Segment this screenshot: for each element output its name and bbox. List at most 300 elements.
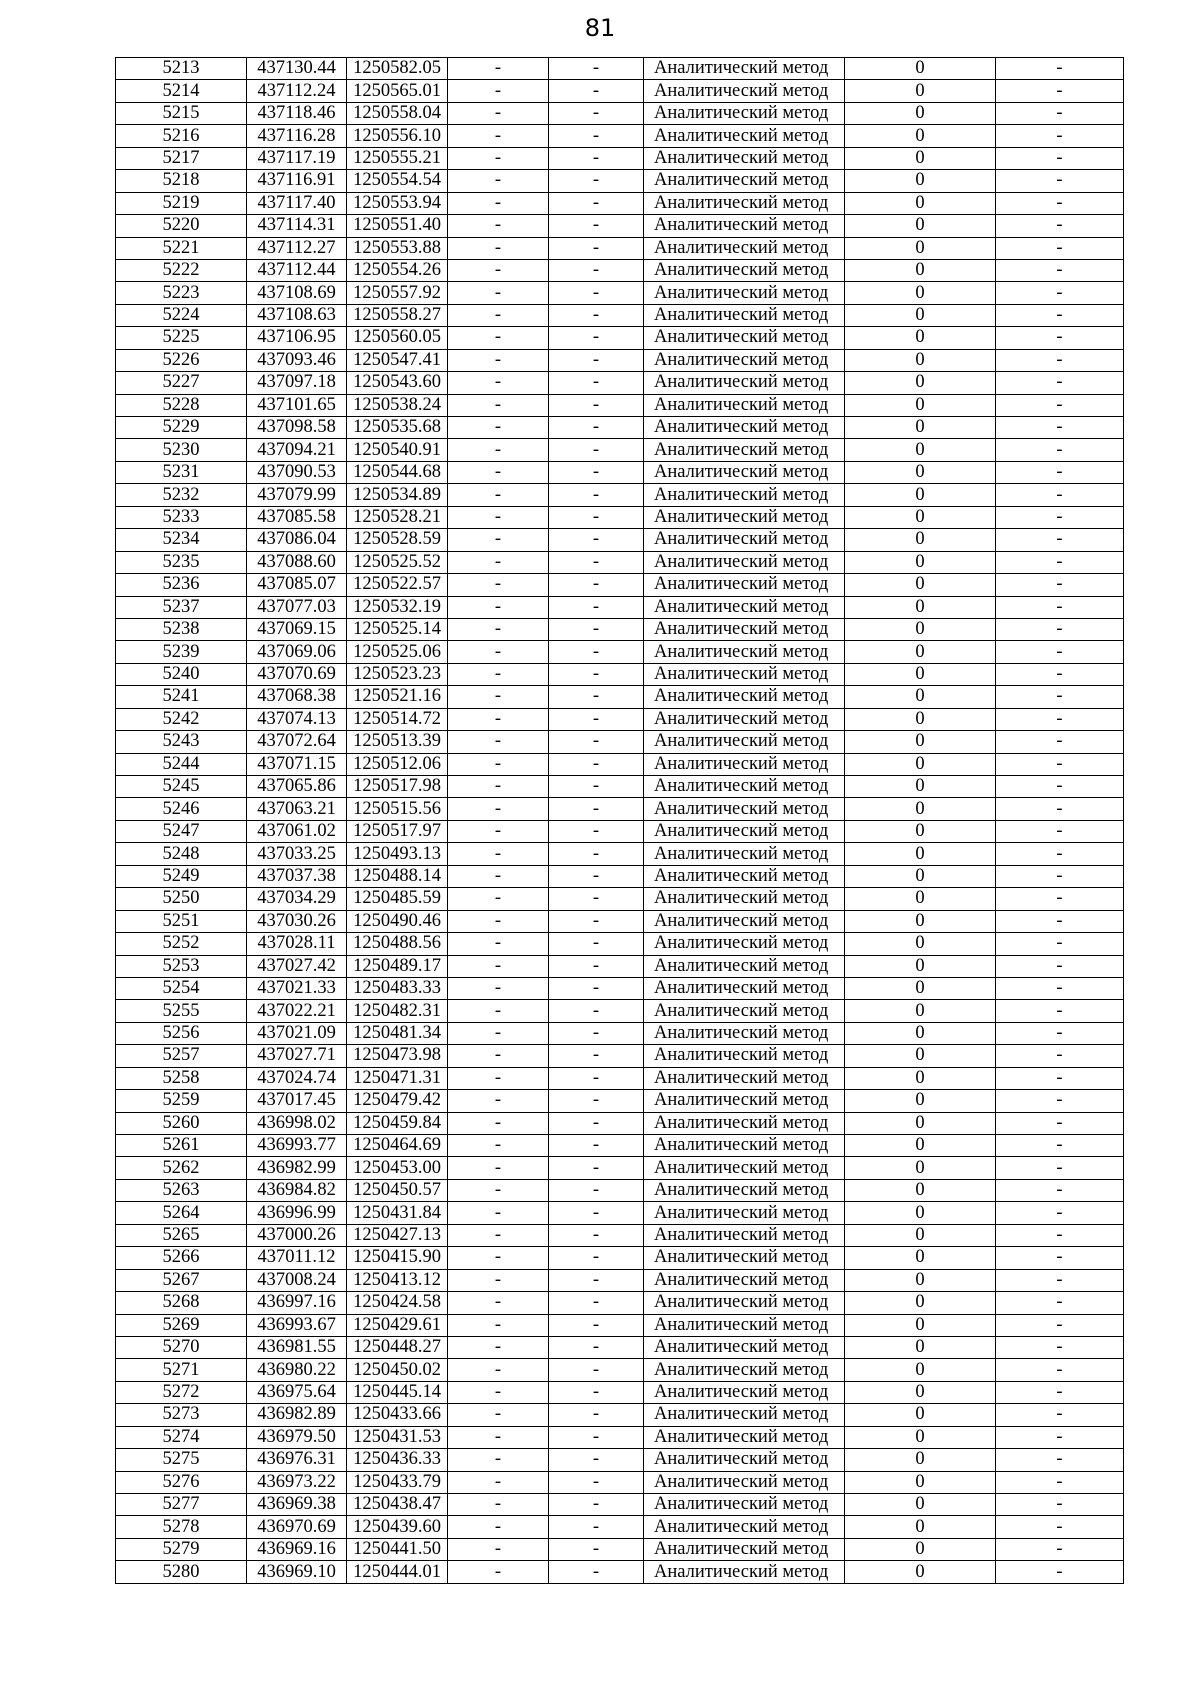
table-row	[116, 80, 1124, 102]
col5-cell: -	[549, 798, 644, 820]
y-coordinate-cell: 1250431.84	[347, 1202, 448, 1224]
col8-cell: -	[996, 708, 1124, 730]
method-cell: Аналитический метод	[644, 58, 845, 80]
error-cell: 0	[845, 529, 996, 551]
error-cell: 0	[845, 1247, 996, 1269]
col5-cell: -	[549, 125, 644, 147]
col4-cell: -	[448, 529, 549, 551]
y-coordinate-cell: 1250431.53	[347, 1426, 448, 1448]
point-number-cell: 5233	[116, 506, 247, 528]
col8-cell: -	[996, 1359, 1124, 1381]
y-coordinate-cell: 1250427.13	[347, 1224, 448, 1246]
col5-cell: -	[549, 1336, 644, 1358]
table-row	[116, 1157, 1124, 1179]
y-coordinate-cell: 1250532.19	[347, 596, 448, 618]
col8-cell: -	[996, 641, 1124, 663]
col8-cell: -	[996, 955, 1124, 977]
col8-cell: -	[996, 1471, 1124, 1493]
col8-cell: -	[996, 1336, 1124, 1358]
col8-cell: -	[996, 1224, 1124, 1246]
y-coordinate-cell: 1250525.14	[347, 618, 448, 640]
table-row	[116, 955, 1124, 977]
y-coordinate-cell: 1250540.91	[347, 439, 448, 461]
col4-cell: -	[448, 776, 549, 798]
y-coordinate-cell: 1250439.60	[347, 1516, 448, 1538]
method-cell: Аналитический метод	[644, 663, 845, 685]
error-cell: 0	[845, 686, 996, 708]
method-cell: Аналитический метод	[644, 1224, 845, 1246]
method-cell: Аналитический метод	[644, 888, 845, 910]
method-cell: Аналитический метод	[644, 1449, 845, 1471]
col8-cell: -	[996, 977, 1124, 999]
col5-cell: -	[549, 58, 644, 80]
col8-cell: -	[996, 910, 1124, 932]
x-coordinate-cell: 437022.21	[247, 1000, 347, 1022]
error-cell: 0	[845, 484, 996, 506]
x-coordinate-cell: 436993.77	[247, 1135, 347, 1157]
point-number-cell: 5260	[116, 1112, 247, 1134]
error-cell: 0	[845, 304, 996, 326]
col5-cell: -	[549, 1067, 644, 1089]
col8-cell: -	[996, 170, 1124, 192]
y-coordinate-cell: 1250543.60	[347, 372, 448, 394]
col5-cell: -	[549, 1045, 644, 1067]
col4-cell: -	[448, 1202, 549, 1224]
method-cell: Аналитический метод	[644, 1336, 845, 1358]
page-number: 81	[584, 14, 616, 42]
error-cell: 0	[845, 888, 996, 910]
x-coordinate-cell: 437061.02	[247, 820, 347, 842]
table-row	[116, 58, 1124, 80]
col5-cell: -	[549, 1516, 644, 1538]
method-cell: Аналитический метод	[644, 237, 845, 259]
col5-cell: -	[549, 461, 644, 483]
y-coordinate-cell: 1250424.58	[347, 1292, 448, 1314]
x-coordinate-cell: 437098.58	[247, 417, 347, 439]
y-coordinate-cell: 1250481.34	[347, 1022, 448, 1044]
col8-cell: -	[996, 147, 1124, 169]
error-cell: 0	[845, 933, 996, 955]
table-row	[116, 843, 1124, 865]
x-coordinate-cell: 436969.10	[247, 1561, 347, 1583]
method-cell: Аналитический метод	[644, 1292, 845, 1314]
col4-cell: -	[448, 1404, 549, 1426]
y-coordinate-cell: 1250582.05	[347, 58, 448, 80]
point-number-cell: 5231	[116, 461, 247, 483]
error-cell: 0	[845, 394, 996, 416]
table-row	[116, 1494, 1124, 1516]
col8-cell: -	[996, 686, 1124, 708]
col8-cell: -	[996, 753, 1124, 775]
method-cell: Аналитический метод	[644, 1202, 845, 1224]
error-cell: 0	[845, 80, 996, 102]
col5-cell: -	[549, 506, 644, 528]
col4-cell: -	[448, 1135, 549, 1157]
y-coordinate-cell: 1250514.72	[347, 708, 448, 730]
y-coordinate-cell: 1250448.27	[347, 1336, 448, 1358]
col4-cell: -	[448, 708, 549, 730]
col8-cell: -	[996, 259, 1124, 281]
table-row	[116, 798, 1124, 820]
x-coordinate-cell: 437011.12	[247, 1247, 347, 1269]
point-number-cell: 5250	[116, 888, 247, 910]
table-row	[116, 506, 1124, 528]
table-row	[116, 1449, 1124, 1471]
method-cell: Аналитический метод	[644, 977, 845, 999]
y-coordinate-cell: 1250525.06	[347, 641, 448, 663]
col8-cell: -	[996, 1157, 1124, 1179]
col4-cell: -	[448, 439, 549, 461]
col4-cell: -	[448, 1494, 549, 1516]
point-number-cell: 5246	[116, 798, 247, 820]
point-number-cell: 5275	[116, 1449, 247, 1471]
col5-cell: -	[549, 439, 644, 461]
col4-cell: -	[448, 1269, 549, 1291]
point-number-cell: 5254	[116, 977, 247, 999]
col8-cell: -	[996, 1269, 1124, 1291]
method-cell: Аналитический метод	[644, 192, 845, 214]
col5-cell: -	[549, 1314, 644, 1336]
x-coordinate-cell: 437093.46	[247, 349, 347, 371]
col5-cell: -	[549, 820, 644, 842]
col4-cell: -	[448, 933, 549, 955]
table-row	[116, 170, 1124, 192]
point-number-cell: 5245	[116, 776, 247, 798]
x-coordinate-cell: 436981.55	[247, 1336, 347, 1358]
col5-cell: -	[549, 910, 644, 932]
point-number-cell: 5252	[116, 933, 247, 955]
error-cell: 0	[845, 1112, 996, 1134]
col5-cell: -	[549, 394, 644, 416]
method-cell: Аналитический метод	[644, 798, 845, 820]
y-coordinate-cell: 1250512.06	[347, 753, 448, 775]
col8-cell: -	[996, 1067, 1124, 1089]
table-row	[116, 1269, 1124, 1291]
y-coordinate-cell: 1250479.42	[347, 1090, 448, 1112]
col4-cell: -	[448, 1426, 549, 1448]
method-cell: Аналитический метод	[644, 1157, 845, 1179]
col8-cell: -	[996, 506, 1124, 528]
col8-cell: -	[996, 461, 1124, 483]
col4-cell: -	[448, 820, 549, 842]
col4-cell: -	[448, 641, 549, 663]
y-coordinate-cell: 1250450.57	[347, 1179, 448, 1201]
point-number-cell: 5237	[116, 596, 247, 618]
x-coordinate-cell: 436975.64	[247, 1381, 347, 1403]
method-cell: Аналитический метод	[644, 529, 845, 551]
col8-cell: -	[996, 1404, 1124, 1426]
table-row	[116, 551, 1124, 573]
method-cell: Аналитический метод	[644, 372, 845, 394]
method-cell: Аналитический метод	[644, 417, 845, 439]
col4-cell: -	[448, 259, 549, 281]
error-cell: 0	[845, 1090, 996, 1112]
col4-cell: -	[448, 417, 549, 439]
col4-cell: -	[448, 372, 549, 394]
table-row	[116, 304, 1124, 326]
y-coordinate-cell: 1250445.14	[347, 1381, 448, 1403]
col5-cell: -	[549, 170, 644, 192]
x-coordinate-cell: 437097.18	[247, 372, 347, 394]
x-coordinate-cell: 437116.28	[247, 125, 347, 147]
method-cell: Аналитический метод	[644, 1179, 845, 1201]
error-cell: 0	[845, 1067, 996, 1089]
col8-cell: -	[996, 372, 1124, 394]
method-cell: Аналитический метод	[644, 1269, 845, 1291]
point-number-cell: 5230	[116, 439, 247, 461]
x-coordinate-cell: 437079.99	[247, 484, 347, 506]
col8-cell: -	[996, 663, 1124, 685]
col8-cell: -	[996, 596, 1124, 618]
point-number-cell: 5228	[116, 394, 247, 416]
method-cell: Аналитический метод	[644, 259, 845, 281]
point-number-cell: 5256	[116, 1022, 247, 1044]
col5-cell: -	[549, 1202, 644, 1224]
x-coordinate-cell: 437117.19	[247, 147, 347, 169]
col8-cell: -	[996, 731, 1124, 753]
col4-cell: -	[448, 394, 549, 416]
point-number-cell: 5248	[116, 843, 247, 865]
x-coordinate-cell: 437030.26	[247, 910, 347, 932]
col5-cell: -	[549, 708, 644, 730]
col4-cell: -	[448, 731, 549, 753]
error-cell: 0	[845, 1314, 996, 1336]
error-cell: 0	[845, 776, 996, 798]
error-cell: 0	[845, 574, 996, 596]
table-row	[116, 1247, 1124, 1269]
error-cell: 0	[845, 955, 996, 977]
col5-cell: -	[549, 259, 644, 281]
error-cell: 0	[845, 1426, 996, 1448]
y-coordinate-cell: 1250551.40	[347, 215, 448, 237]
col5-cell: -	[549, 865, 644, 887]
method-cell: Аналитический метод	[644, 865, 845, 887]
coordinates-table	[115, 57, 1124, 1584]
error-cell: 0	[845, 820, 996, 842]
error-cell: 0	[845, 753, 996, 775]
col4-cell: -	[448, 1179, 549, 1201]
x-coordinate-cell: 436973.22	[247, 1471, 347, 1493]
y-coordinate-cell: 1250528.21	[347, 506, 448, 528]
error-cell: 0	[845, 1471, 996, 1493]
error-cell: 0	[845, 147, 996, 169]
col4-cell: -	[448, 865, 549, 887]
method-cell: Аналитический метод	[644, 1538, 845, 1560]
error-cell: 0	[845, 1404, 996, 1426]
y-coordinate-cell: 1250488.56	[347, 933, 448, 955]
x-coordinate-cell: 437017.45	[247, 1090, 347, 1112]
point-number-cell: 5225	[116, 327, 247, 349]
error-cell: 0	[845, 1381, 996, 1403]
table-row	[116, 596, 1124, 618]
point-number-cell: 5232	[116, 484, 247, 506]
col5-cell: -	[549, 843, 644, 865]
col4-cell: -	[448, 327, 549, 349]
error-cell: 0	[845, 1292, 996, 1314]
x-coordinate-cell: 437112.24	[247, 80, 347, 102]
col5-cell: -	[549, 1022, 644, 1044]
error-cell: 0	[845, 1538, 996, 1560]
y-coordinate-cell: 1250557.92	[347, 282, 448, 304]
x-coordinate-cell: 437101.65	[247, 394, 347, 416]
col5-cell: -	[549, 1538, 644, 1560]
error-cell: 0	[845, 372, 996, 394]
error-cell: 0	[845, 1224, 996, 1246]
y-coordinate-cell: 1250413.12	[347, 1269, 448, 1291]
point-number-cell: 5276	[116, 1471, 247, 1493]
col5-cell: -	[549, 641, 644, 663]
method-cell: Аналитический метод	[644, 551, 845, 573]
col4-cell: -	[448, 1516, 549, 1538]
x-coordinate-cell: 437027.71	[247, 1045, 347, 1067]
error-cell: 0	[845, 1000, 996, 1022]
col8-cell: -	[996, 1000, 1124, 1022]
error-cell: 0	[845, 1135, 996, 1157]
method-cell: Аналитический метод	[644, 1561, 845, 1583]
table-row	[116, 753, 1124, 775]
y-coordinate-cell: 1250558.04	[347, 102, 448, 124]
col8-cell: -	[996, 865, 1124, 887]
error-cell: 0	[845, 551, 996, 573]
error-cell: 0	[845, 1045, 996, 1067]
col4-cell: -	[448, 1067, 549, 1089]
col4-cell: -	[448, 1314, 549, 1336]
y-coordinate-cell: 1250490.46	[347, 910, 448, 932]
point-number-cell: 5216	[116, 125, 247, 147]
method-cell: Аналитический метод	[644, 641, 845, 663]
table-row	[116, 484, 1124, 506]
x-coordinate-cell: 437085.07	[247, 574, 347, 596]
col4-cell: -	[448, 1157, 549, 1179]
y-coordinate-cell: 1250436.33	[347, 1449, 448, 1471]
table-row	[116, 1067, 1124, 1089]
table-row	[116, 888, 1124, 910]
col4-cell: -	[448, 618, 549, 640]
method-cell: Аналитический метод	[644, 1359, 845, 1381]
error-cell: 0	[845, 1202, 996, 1224]
table-row	[116, 663, 1124, 685]
col4-cell: -	[448, 237, 549, 259]
method-cell: Аналитический метод	[644, 843, 845, 865]
x-coordinate-cell: 437116.91	[247, 170, 347, 192]
col5-cell: -	[549, 753, 644, 775]
method-cell: Аналитический метод	[644, 1494, 845, 1516]
y-coordinate-cell: 1250521.16	[347, 686, 448, 708]
x-coordinate-cell: 437033.25	[247, 843, 347, 865]
col5-cell: -	[549, 955, 644, 977]
table-row	[116, 394, 1124, 416]
table-row	[116, 1426, 1124, 1448]
method-cell: Аналитический метод	[644, 170, 845, 192]
y-coordinate-cell: 1250450.02	[347, 1359, 448, 1381]
col8-cell: -	[996, 618, 1124, 640]
point-number-cell: 5234	[116, 529, 247, 551]
error-cell: 0	[845, 1516, 996, 1538]
error-cell: 0	[845, 843, 996, 865]
method-cell: Аналитический метод	[644, 1471, 845, 1493]
col5-cell: -	[549, 618, 644, 640]
point-number-cell: 5274	[116, 1426, 247, 1448]
col5-cell: -	[549, 80, 644, 102]
x-coordinate-cell: 437008.24	[247, 1269, 347, 1291]
error-cell: 0	[845, 910, 996, 932]
point-number-cell: 5258	[116, 1067, 247, 1089]
col4-cell: -	[448, 551, 549, 573]
col8-cell: -	[996, 215, 1124, 237]
col5-cell: -	[549, 596, 644, 618]
col8-cell: -	[996, 1135, 1124, 1157]
col5-cell: -	[549, 686, 644, 708]
error-cell: 0	[845, 977, 996, 999]
point-number-cell: 5253	[116, 955, 247, 977]
x-coordinate-cell: 437021.33	[247, 977, 347, 999]
error-cell: 0	[845, 58, 996, 80]
y-coordinate-cell: 1250488.14	[347, 865, 448, 887]
col5-cell: -	[549, 1157, 644, 1179]
col8-cell: -	[996, 888, 1124, 910]
point-number-cell: 5244	[116, 753, 247, 775]
y-coordinate-cell: 1250522.57	[347, 574, 448, 596]
col8-cell: -	[996, 1179, 1124, 1201]
y-coordinate-cell: 1250553.88	[347, 237, 448, 259]
y-coordinate-cell: 1250489.17	[347, 955, 448, 977]
col8-cell: -	[996, 1426, 1124, 1448]
table-row	[116, 618, 1124, 640]
col4-cell: -	[448, 215, 549, 237]
error-cell: 0	[845, 865, 996, 887]
col4-cell: -	[448, 461, 549, 483]
method-cell: Аналитический метод	[644, 349, 845, 371]
table-row	[116, 1471, 1124, 1493]
table-row	[116, 461, 1124, 483]
point-number-cell: 5229	[116, 417, 247, 439]
y-coordinate-cell: 1250453.00	[347, 1157, 448, 1179]
col8-cell: -	[996, 1516, 1124, 1538]
col4-cell: -	[448, 910, 549, 932]
col8-cell: -	[996, 1538, 1124, 1560]
x-coordinate-cell: 436996.99	[247, 1202, 347, 1224]
y-coordinate-cell: 1250528.59	[347, 529, 448, 551]
method-cell: Аналитический метод	[644, 461, 845, 483]
y-coordinate-cell: 1250555.21	[347, 147, 448, 169]
method-cell: Аналитический метод	[644, 731, 845, 753]
col8-cell: -	[996, 1292, 1124, 1314]
point-number-cell: 5243	[116, 731, 247, 753]
col4-cell: -	[448, 1000, 549, 1022]
table-row	[116, 1359, 1124, 1381]
x-coordinate-cell: 436970.69	[247, 1516, 347, 1538]
col5-cell: -	[549, 1471, 644, 1493]
point-number-cell: 5272	[116, 1381, 247, 1403]
method-cell: Аналитический метод	[644, 1314, 845, 1336]
y-coordinate-cell: 1250429.61	[347, 1314, 448, 1336]
col5-cell: -	[549, 1179, 644, 1201]
x-coordinate-cell: 436976.31	[247, 1449, 347, 1471]
table-row	[116, 102, 1124, 124]
y-coordinate-cell: 1250560.05	[347, 327, 448, 349]
table-row	[116, 1538, 1124, 1560]
error-cell: 0	[845, 1561, 996, 1583]
y-coordinate-cell: 1250538.24	[347, 394, 448, 416]
x-coordinate-cell: 437090.53	[247, 461, 347, 483]
col4-cell: -	[448, 1247, 549, 1269]
col5-cell: -	[549, 1112, 644, 1134]
x-coordinate-cell: 437130.44	[247, 58, 347, 80]
col4-cell: -	[448, 977, 549, 999]
point-number-cell: 5269	[116, 1314, 247, 1336]
x-coordinate-cell: 437065.86	[247, 776, 347, 798]
table-row	[116, 1404, 1124, 1426]
